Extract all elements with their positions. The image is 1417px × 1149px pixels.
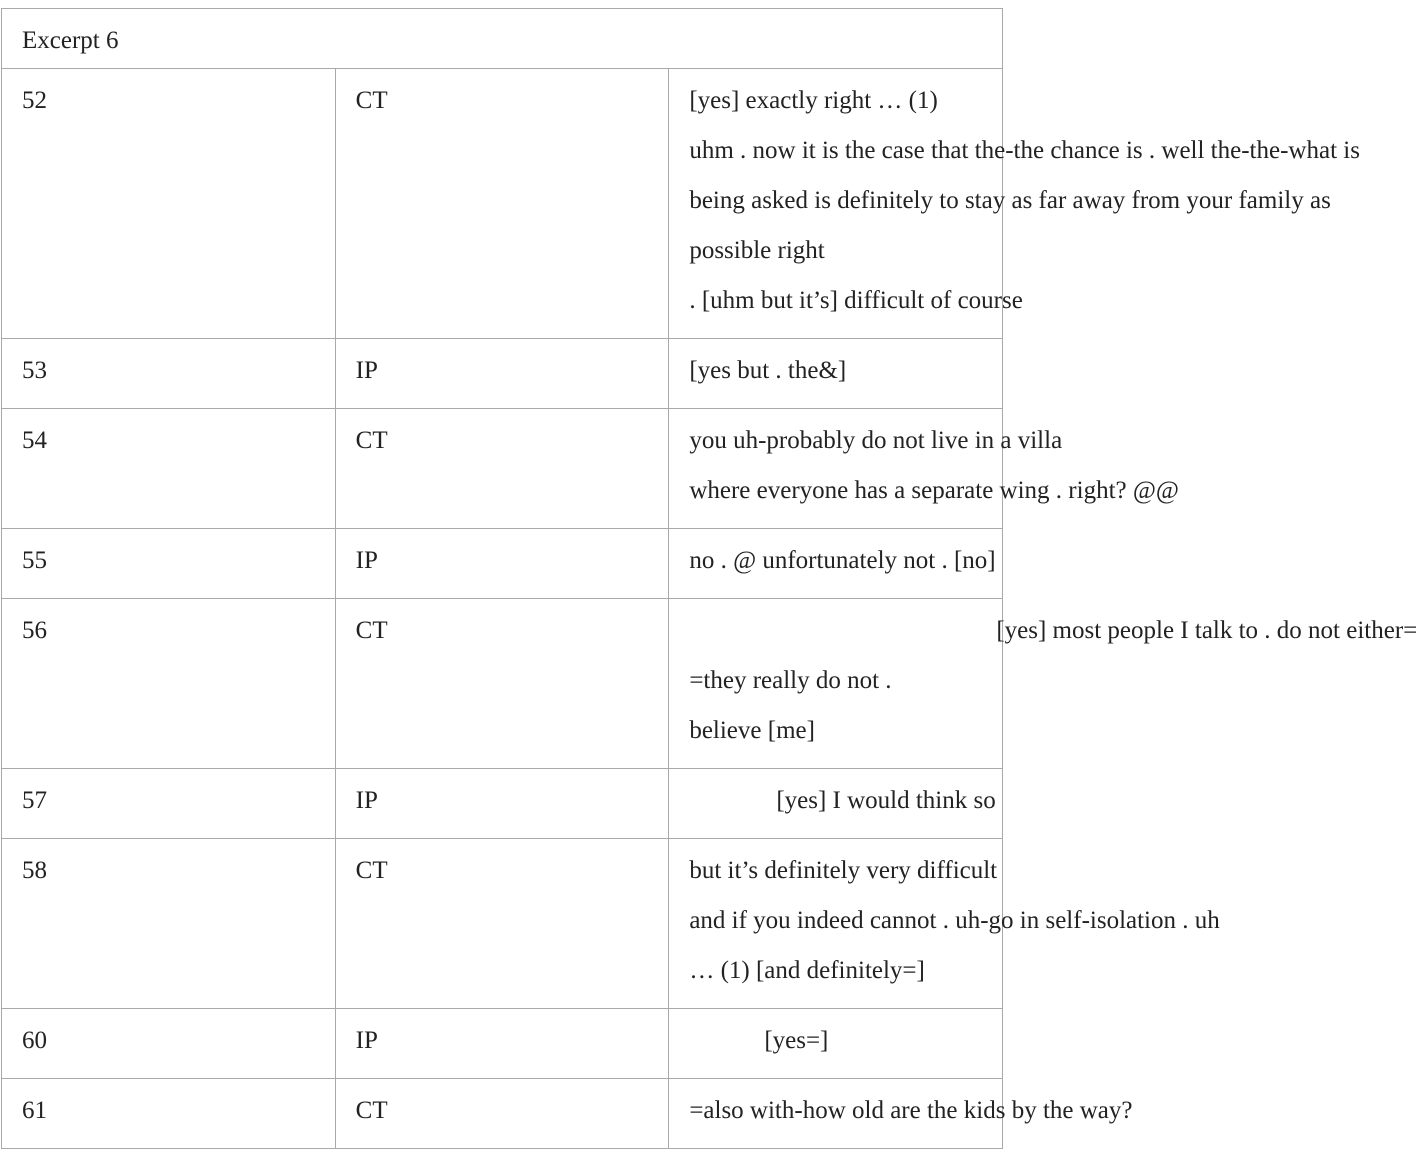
utterance-line: you uh-probably do not live in a villa [689,427,1063,454]
table-row [2,409,1003,529]
utterance-line: [yes=] [764,1027,829,1054]
table-row [2,1009,1003,1079]
table-row [2,529,1003,599]
speaker-label: IP [355,357,378,384]
table-row [2,769,1003,839]
utterance-line: where everyone has a separate wing . right? @@ [689,477,1179,504]
table-row [2,599,1003,769]
utterance-line: being asked is definitely to stay as far away from your family as [689,187,1331,214]
line-number: 53 [22,357,47,384]
table-row [2,69,1003,339]
utterance-line: no . @ unfortunately not . [no] [689,547,996,574]
line-number: 56 [22,617,47,644]
line-number: 52 [22,87,47,114]
utterance-text [689,416,1179,516]
utterance-line: . [uhm but it’s] difficult of course [689,287,1023,314]
line-number: 61 [22,1097,47,1124]
title-row [2,9,1003,69]
speaker-label: CT [355,87,388,114]
utterance-text [689,536,996,586]
excerpt-title: Excerpt 6 [2,9,1003,69]
line-number: 60 [22,1027,47,1054]
speaker-label: IP [355,787,378,814]
excerpt-table [1,8,1417,1149]
line-number: 58 [22,857,47,884]
table-row [2,339,1003,409]
utterance-text [689,846,1220,996]
utterance-line: [yes] most people I talk to . do not either= [996,617,1417,644]
utterance-line: =they really do not . [689,667,892,694]
line-number: 57 [22,787,47,814]
line-number: 54 [22,427,47,454]
utterance-line: and if you indeed cannot . uh-go in self-isolation . uh [689,907,1220,934]
speaker-label: IP [355,1027,378,1054]
utterance-line: [yes] I would think so [776,787,996,814]
utterance-line: =also with-how old are the kids by the way? [689,1097,1133,1124]
speaker-label: CT [355,427,388,454]
utterance-text [689,1016,992,1066]
table-row [2,1079,1003,1149]
utterance-text [689,1086,1133,1136]
table-row [2,839,1003,1009]
utterance-line: … (1) [and definitely=] [689,957,925,984]
speaker-label: CT [355,617,388,644]
speaker-label: IP [355,547,378,574]
utterance-line: possible right [689,237,825,264]
utterance-line: believe [me] [689,717,815,744]
utterance-text [689,606,1417,756]
utterance-text [689,346,992,396]
utterance-line: [yes but . the&] [689,357,847,384]
utterance-line: uhm . now it is the case that the-the chance is . well the-the-what is [689,137,1360,164]
utterance-line: but it’s definitely very difficult [689,857,998,884]
line-number: 55 [22,547,47,574]
utterance-line: [yes] exactly right … (1) [689,87,938,114]
utterance-text [689,776,996,826]
utterance-text [689,76,1360,326]
speaker-label: CT [355,857,388,884]
speaker-label: CT [355,1097,388,1124]
